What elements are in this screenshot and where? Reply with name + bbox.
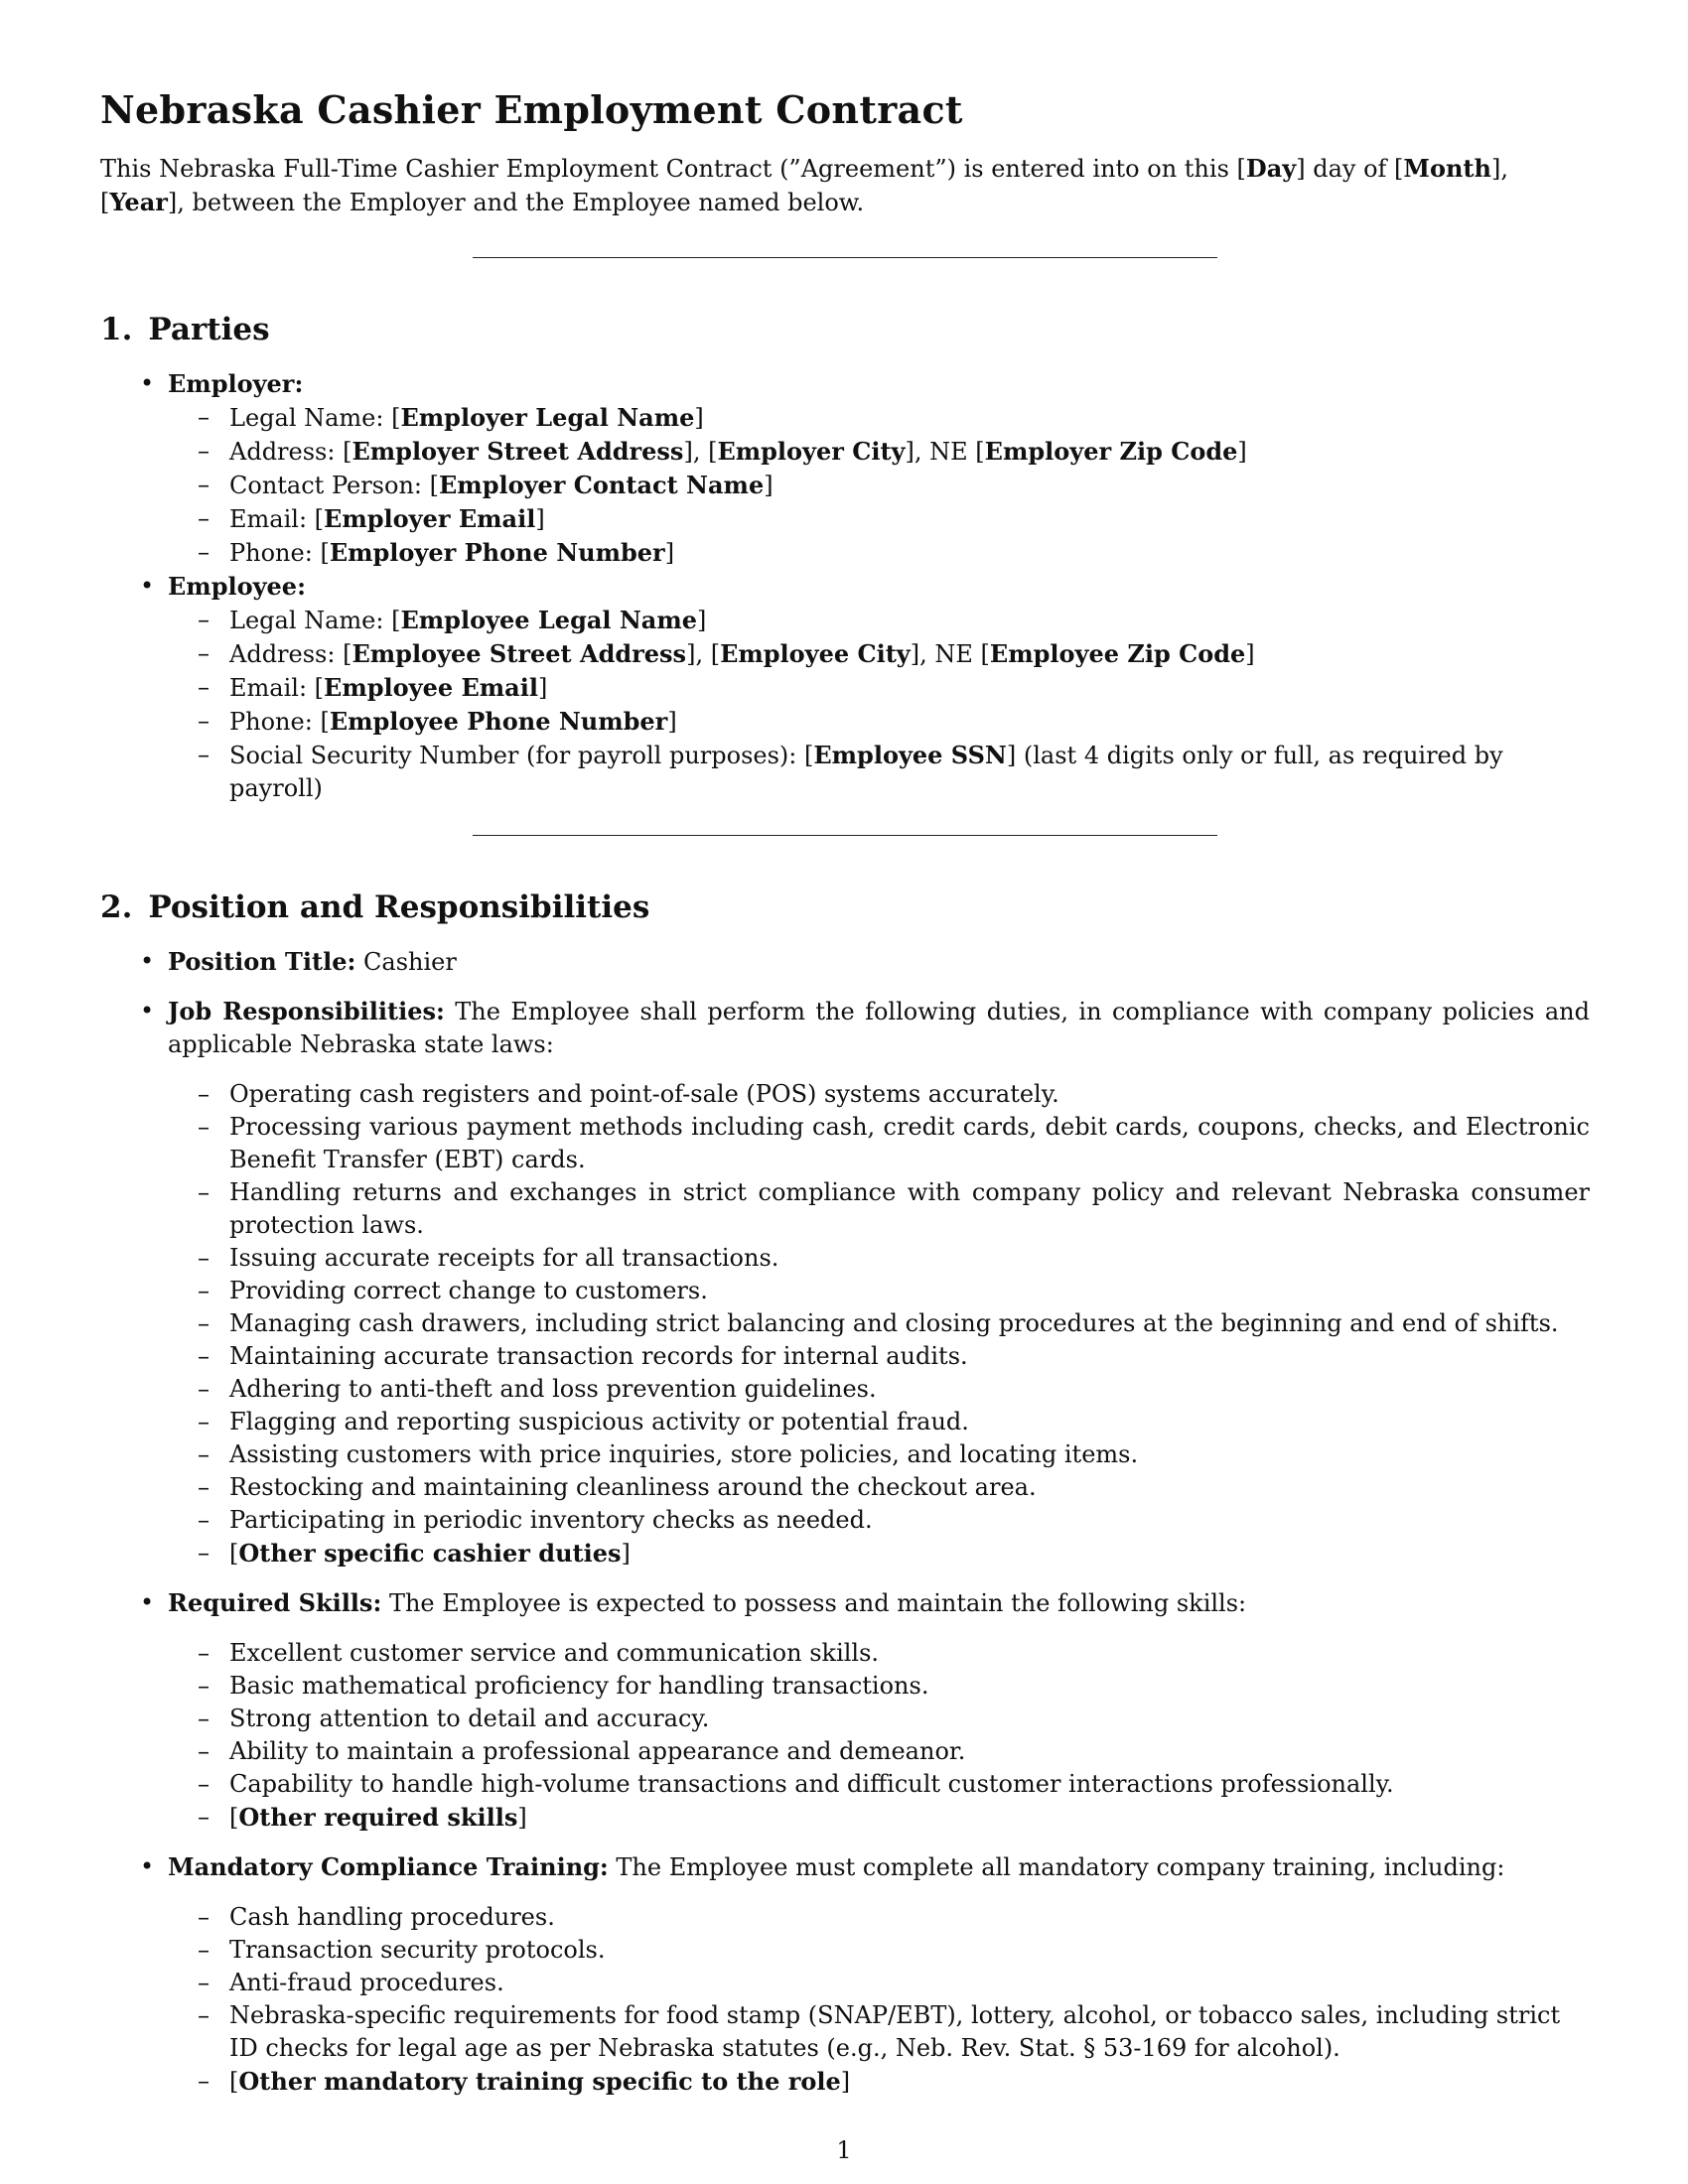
list-item: – Social Security Number (for payroll purposes): [Employee SSN] (last 4 digits only or full, as required by payroll) <box>168 739 1590 805</box>
parties-list <box>100 367 1590 805</box>
list-item: – Assisting customers with price inquiries, store policies, and locating items. <box>168 1438 1590 1471</box>
document-title: Nebraska Cashier Employment Contract <box>100 87 963 132</box>
responsibilities-list <box>168 1078 1590 1570</box>
list-item: – Legal Name: [Employee Legal Name] <box>168 604 1590 637</box>
employee-details <box>168 604 1590 805</box>
employer-item: • Employer: – Legal Name: [Employer Legal Name] – Address: [Employer Street Address], [Employer City], NE [Employer Zip Code] – Contact Person: [Employer Contact Name] – Email: [Employer Email] – Phone: [Employer Phone Number] <box>100 367 1590 570</box>
employee-item: • Employee: – Legal Name: [Employee Legal Name] – Address: [Employee Street Address], [Employee City], NE [Employee Zip Code] – Email: [Employee Email] – Phone: [Employee Phone Number] – Social Security Number (for payroll purposes): [Employee SSN] (last 4 digits only or full, as required by payroll) <box>100 570 1590 805</box>
responsibilities-item: • Job Responsibilities: The Employee shall perform the following duties, in compliance with company policies and applicable Nebraska state laws: – Operating cash registers and point-of-sale (POS) systems accurately. – Processing various payment methods including cash, credit cards, debit cards, coupons, checks, and Electronic Benefit Transfer (EBT) cards. – Handling returns and exchanges in strict compliance with company policy and relevant Nebraska consumer protection laws. – Issuing accurate receipts for all transactions. – Providing correct change to customers. – Managing cash drawers, including strict balancing and closing procedures at the beginning and end of shifts. – Maintaining accurate transaction records for internal audits. – Adhering to anti-theft and loss prevention guidelines. – Flagging and reporting suspicious activity or potential fraud. – Assisting customers with price inquiries, store policies, and locating items. – Restocking and maintaining cleanliness around the checkout area. – Participating in periodic inventory checks as needed. – [Other specific cashier duties] <box>100 995 1590 1570</box>
list-item: – Ability to maintain a professional appearance and demeanor. <box>168 1735 1590 1768</box>
list-item: – Nebraska-specific requirements for food stamp (SNAP/EBT), lottery, alcohol, or tobacco sales, including strict ID checks for legal age as per Nebraska statutes (e.g., Neb. Rev. Stat. § 53-169 for alcohol). <box>168 1999 1590 2065</box>
list-item: – [Other specific cashier duties] <box>168 1537 1590 1570</box>
page-number: 1 <box>836 2136 852 2164</box>
list-item: – Anti-fraud procedures. <box>168 1967 1590 1999</box>
list-item: – [Other mandatory training specific to the role] <box>168 2065 1590 2099</box>
list-item: – Transaction security protocols. <box>168 1934 1590 1967</box>
list-item: – Processing various payment methods including cash, credit cards, debit cards, coupons, checks, and Electronic Benefit Transfer (EBT) cards. <box>168 1111 1590 1176</box>
section-heading-parties: 1. Parties <box>100 312 270 347</box>
divider <box>473 835 1217 836</box>
section-heading-position: 2. Position and Responsibilities <box>100 889 650 925</box>
list-item: – Restocking and maintaining cleanliness around the checkout area. <box>168 1471 1590 1504</box>
list-item: – Excellent customer service and communication skills. <box>168 1637 1590 1670</box>
list-item: – Email: [Employee Email] <box>168 671 1590 705</box>
list-item: – Cash handling procedures. <box>168 1901 1590 1934</box>
list-item: – Legal Name: [Employer Legal Name] <box>168 401 1590 435</box>
list-item: – Managing cash drawers, including strict balancing and closing procedures at the beginning and end of shifts. <box>168 1307 1590 1340</box>
list-item: – Phone: [Employee Phone Number] <box>168 705 1590 739</box>
training-item: • Mandatory Compliance Training: The Employee must complete all mandatory company training, including: – Cash handling procedures. – Transaction security protocols. – Anti-fraud procedures. – Nebraska-specific requirements for food stamp (SNAP/EBT), lottery, alcohol, or tobacco sales, including strict ID checks for legal age as per Nebraska statutes (e.g., Neb. Rev. Stat. § 53-169 for alcohol). – [Other mandatory training specific to the role] <box>100 1850 1590 2099</box>
list-item: – [Other required skills] <box>168 1801 1590 1835</box>
list-item: – Basic mathematical proficiency for handling transactions. <box>168 1670 1590 1703</box>
document-page <box>100 87 1590 2115</box>
placeholder-day: Day <box>1245 154 1297 183</box>
list-item: – Handling returns and exchanges in strict compliance with company policy and relevant Nebraska consumer protection laws. <box>168 1176 1590 1242</box>
list-item: – Address: [Employee Street Address], [Employee City], NE [Employee Zip Code] <box>168 637 1590 671</box>
intro-paragraph: This Nebraska Full-Time Cashier Employment Contract (”Agreement”) is entered into on this [Day] day of [Month], [Year], between the Employer and the Employee named below. <box>100 154 1508 216</box>
list-item: – Issuing accurate receipts for all transactions. <box>168 1242 1590 1275</box>
list-item: – Capability to handle high-volume transactions and difficult customer interactions professionally. <box>168 1768 1590 1801</box>
placeholder-year: Year <box>109 188 168 216</box>
list-item: – Maintaining accurate transaction records for internal audits. <box>168 1340 1590 1373</box>
employer-details <box>168 401 1590 570</box>
list-item: – Providing correct change to customers. <box>168 1275 1590 1307</box>
skills-item: • Required Skills: The Employee is expected to possess and maintain the following skills: – Excellent customer service and communication skills. – Basic mathematical proficiency for handling transactions. – Strong attention to detail and accuracy. – Ability to maintain a professional appearance and demeanor. – Capability to handle high-volume transactions and difficult customer interactions professionally. – [Other required skills] <box>100 1586 1590 1835</box>
list-item: – Phone: [Employer Phone Number] <box>168 536 1590 570</box>
list-item: – Operating cash registers and point-of-sale (POS) systems accurately. <box>168 1078 1590 1111</box>
skills-list <box>168 1637 1590 1835</box>
position-list <box>100 945 1590 2099</box>
list-item: – Adhering to anti-theft and loss prevention guidelines. <box>168 1373 1590 1406</box>
list-item: – Participating in periodic inventory checks as needed. <box>168 1504 1590 1537</box>
placeholder-month: Month <box>1403 154 1491 183</box>
list-item: – Email: [Employer Email] <box>168 502 1590 536</box>
list-item: – Contact Person: [Employer Contact Name] <box>168 469 1590 502</box>
list-item: – Strong attention to detail and accuracy. <box>168 1703 1590 1735</box>
list-item: – Address: [Employer Street Address], [Employer City], NE [Employer Zip Code] <box>168 435 1590 469</box>
position-title-item: • Position Title: Cashier <box>100 945 1590 979</box>
list-item: – Flagging and reporting suspicious activity or potential fraud. <box>168 1406 1590 1438</box>
training-list <box>168 1901 1590 2099</box>
divider <box>473 257 1217 258</box>
